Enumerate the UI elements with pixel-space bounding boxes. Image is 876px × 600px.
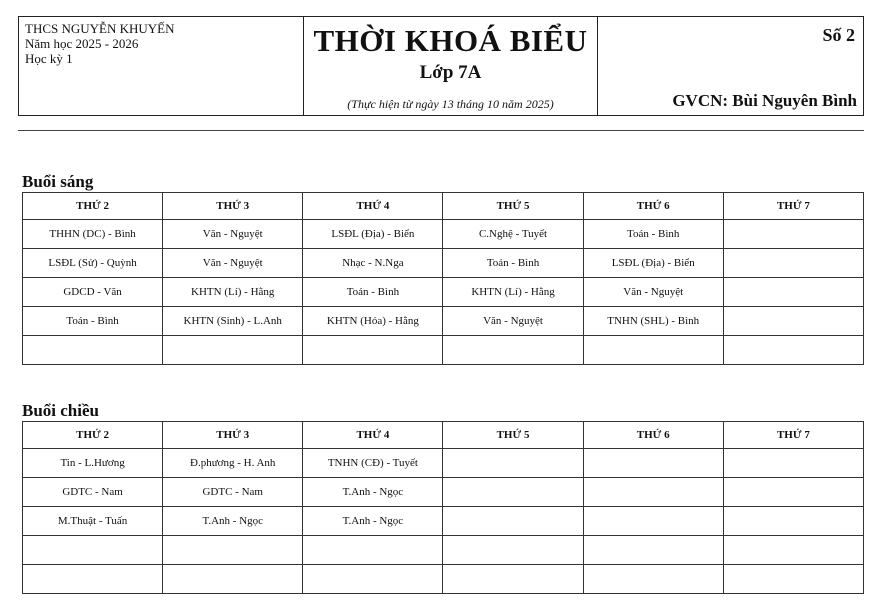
lesson-cell <box>23 336 163 365</box>
lesson-cell: Văn - Nguyệt <box>163 249 303 278</box>
lesson-cell: KHTN (Hóa) - Hằng <box>303 307 443 336</box>
lesson-cell <box>723 507 863 536</box>
table-row <box>23 507 864 536</box>
lesson-cell: LSĐL (Sử) - Quỳnh <box>23 249 163 278</box>
lesson-cell <box>583 536 723 565</box>
lesson-cell: LSĐL (Địa) - Biển <box>583 249 723 278</box>
lesson-cell: Toán - Bình <box>303 278 443 307</box>
lesson-cell: M.Thuật - Tuấn <box>23 507 163 536</box>
day-header: THỨ 6 <box>583 422 723 449</box>
morning-timetable <box>22 192 864 365</box>
lesson-cell <box>583 565 723 594</box>
lesson-cell <box>443 336 583 365</box>
lesson-cell <box>723 220 863 249</box>
lesson-cell: Văn - Nguyệt <box>163 220 303 249</box>
lesson-cell: GDTC - Nam <box>163 478 303 507</box>
lesson-cell: T.Anh - Ngọc <box>303 507 443 536</box>
lesson-cell <box>443 507 583 536</box>
table-row <box>23 449 864 478</box>
day-header: THỨ 2 <box>23 422 163 449</box>
school-info <box>19 17 304 115</box>
lesson-cell <box>723 249 863 278</box>
table-row <box>23 565 864 594</box>
table-row <box>23 249 864 278</box>
table-row <box>23 307 864 336</box>
table-row <box>23 278 864 307</box>
lesson-cell: Nhạc - N.Nga <box>303 249 443 278</box>
lesson-cell: KHTN (Sinh) - L.Anh <box>163 307 303 336</box>
lesson-cell <box>583 478 723 507</box>
day-header: THỨ 2 <box>23 193 163 220</box>
lesson-cell <box>163 536 303 565</box>
lesson-cell <box>583 336 723 365</box>
lesson-cell <box>723 278 863 307</box>
lesson-cell: Toán - Bình <box>443 249 583 278</box>
day-header: THỨ 3 <box>163 422 303 449</box>
lesson-cell: Văn - Nguyệt <box>583 278 723 307</box>
lesson-cell <box>443 536 583 565</box>
effective-date: (Thực hiện từ ngày 13 tháng 10 năm 2025) <box>347 97 554 111</box>
divider <box>18 130 864 131</box>
semester: Học kỳ 1 <box>25 51 73 66</box>
afternoon-header-row <box>23 422 864 449</box>
lesson-cell <box>723 449 863 478</box>
morning-title: Buổi sáng <box>22 172 94 191</box>
lesson-cell: GDCD - Văn <box>23 278 163 307</box>
day-header: THỨ 7 <box>723 193 863 220</box>
lesson-cell <box>443 565 583 594</box>
lesson-cell <box>23 536 163 565</box>
lesson-cell: KHTN (Lí) - Hằng <box>443 278 583 307</box>
lesson-cell <box>583 449 723 478</box>
lesson-cell <box>303 565 443 594</box>
lesson-cell: THHN (DC) - Bình <box>23 220 163 249</box>
document-title: THỜI KHOÁ BIỂU <box>313 23 588 58</box>
lesson-cell: Văn - Nguyệt <box>443 307 583 336</box>
lesson-cell <box>723 336 863 365</box>
school-name: THCS NGUYỄN KHUYẾN <box>25 21 175 36</box>
title-block <box>304 17 598 115</box>
lesson-cell: KHTN (Lí) - Hằng <box>163 278 303 307</box>
class-name: Lớp 7A <box>419 62 482 83</box>
lesson-cell <box>723 478 863 507</box>
lesson-cell: Đ.phương - H. Anh <box>163 449 303 478</box>
lesson-cell: T.Anh - Ngọc <box>163 507 303 536</box>
day-header: THỨ 5 <box>443 193 583 220</box>
lesson-cell: TNHN (CĐ) - Tuyết <box>303 449 443 478</box>
lesson-cell <box>163 565 303 594</box>
table-row <box>23 536 864 565</box>
table-row <box>23 336 864 365</box>
doc-meta <box>598 17 863 115</box>
document-header <box>18 16 864 116</box>
lesson-cell <box>723 307 863 336</box>
lesson-cell: TNHN (SHL) - Bình <box>583 307 723 336</box>
afternoon-title: Buổi chiều <box>22 401 99 420</box>
document-number: Số 2 <box>822 25 855 45</box>
lesson-cell <box>303 336 443 365</box>
lesson-cell: Tin - L.Hương <box>23 449 163 478</box>
lesson-cell <box>443 449 583 478</box>
lesson-cell: GDTC - Nam <box>23 478 163 507</box>
homeroom-teacher: GVCN: Bùi Nguyên Bình <box>672 91 857 110</box>
day-header: THỨ 5 <box>443 422 583 449</box>
table-row <box>23 220 864 249</box>
table-row <box>23 478 864 507</box>
day-header: THỨ 6 <box>583 193 723 220</box>
lesson-cell <box>23 565 163 594</box>
lesson-cell <box>303 536 443 565</box>
school-year: Năm học 2025 - 2026 <box>25 36 139 51</box>
lesson-cell <box>583 507 723 536</box>
lesson-cell: C.Nghệ - Tuyết <box>443 220 583 249</box>
lesson-cell <box>163 336 303 365</box>
afternoon-timetable <box>22 421 864 594</box>
day-header: THỨ 4 <box>303 422 443 449</box>
lesson-cell: Toán - Bình <box>23 307 163 336</box>
day-header: THỨ 4 <box>303 193 443 220</box>
lesson-cell <box>443 478 583 507</box>
lesson-cell: Toán - Bình <box>583 220 723 249</box>
day-header: THỨ 7 <box>723 422 863 449</box>
day-header: THỨ 3 <box>163 193 303 220</box>
lesson-cell <box>723 536 863 565</box>
lesson-cell: LSĐL (Địa) - Biển <box>303 220 443 249</box>
lesson-cell: T.Anh - Ngọc <box>303 478 443 507</box>
morning-header-row <box>23 193 864 220</box>
lesson-cell <box>723 565 863 594</box>
